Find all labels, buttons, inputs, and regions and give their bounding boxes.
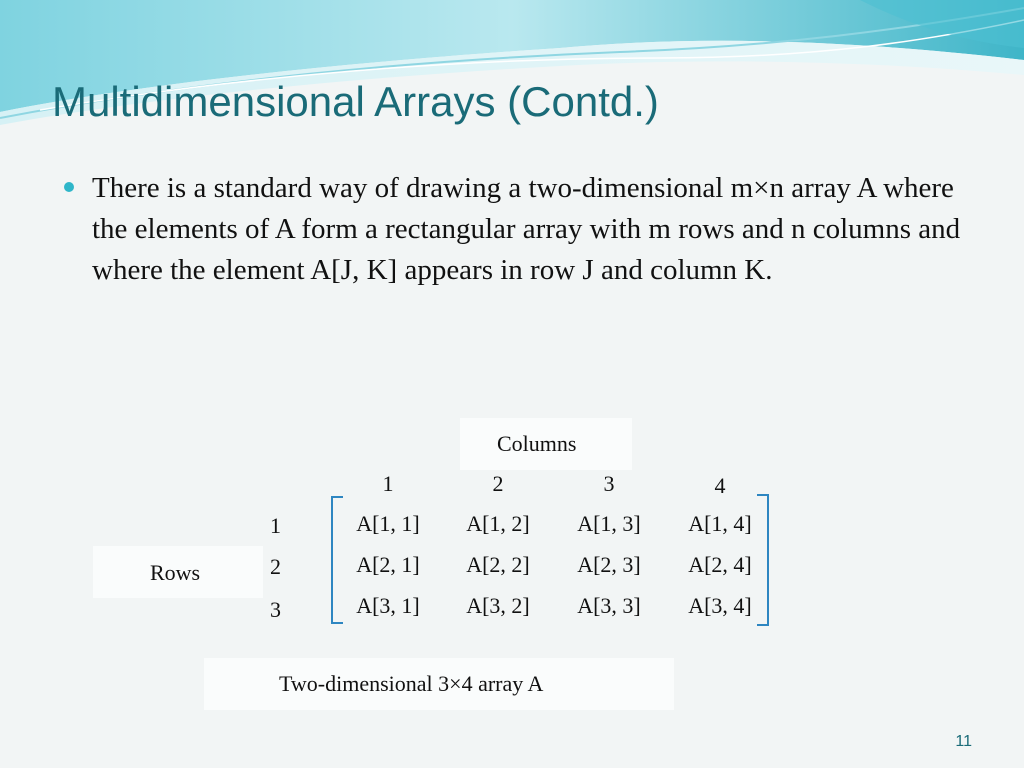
array-cell: A[3, 2] [466, 593, 530, 618]
array-caption: Two-dimensional 3×4 array A [279, 671, 544, 696]
array-cell: A[1, 4] [688, 511, 752, 536]
array-cell: A[1, 3] [577, 511, 641, 536]
page-number: 11 [955, 733, 972, 750]
array-cell: A[2, 3] [577, 552, 641, 577]
column-header: 1 [382, 471, 394, 496]
array-cell: A[1, 1] [356, 511, 420, 536]
column-header: 3 [603, 471, 615, 496]
column-header: 4 [714, 473, 726, 498]
column-header: 2 [492, 471, 504, 496]
array-cell: A[2, 1] [356, 552, 420, 577]
bullet-icon [64, 182, 74, 192]
bullet-text: There is a standard way of drawing a two-dimensional m×n array A where the elements of A form a rectangular array with m rows and n columns and where the element A[J, K] appears in row J and column K. [92, 172, 961, 286]
array-cell: A[3, 4] [688, 593, 752, 618]
array-cell: A[1, 2] [466, 511, 530, 536]
array-cell: A[2, 4] [688, 552, 752, 577]
array-cell: A[3, 1] [356, 593, 420, 618]
columns-label: Columns [497, 431, 577, 456]
array-cell: A[2, 2] [466, 552, 530, 577]
array-cell: A[3, 3] [577, 593, 641, 618]
row-header: 1 [270, 513, 281, 538]
row-header: 3 [270, 597, 281, 622]
rows-label: Rows [150, 560, 201, 585]
slide-title: Multidimensional Arrays (Contd.) [52, 78, 659, 125]
row-header: 2 [270, 554, 281, 579]
